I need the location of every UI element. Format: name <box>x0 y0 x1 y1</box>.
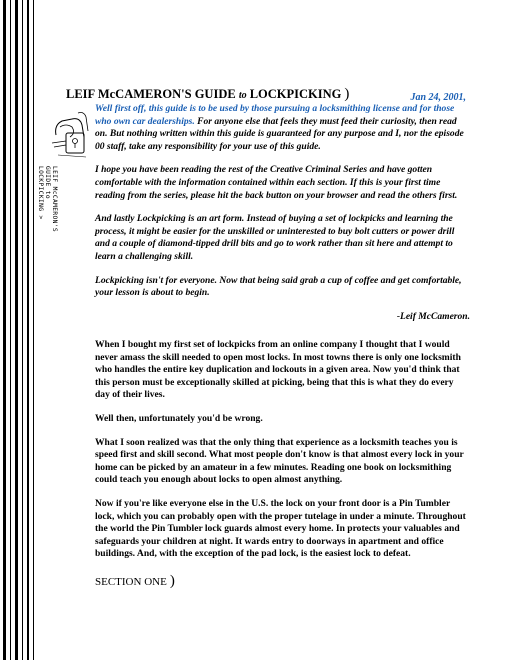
intro-rest-text: For anyone else that feels they must feed their curiosity, then read on. But nothing written within this guide is guaranteed for any purpose and I, nor the episode 00 staff, take any responsibility for your use of this guide. <box>95 115 464 152</box>
lockpick-sketch-icon <box>50 107 92 167</box>
section-paren: ) <box>169 573 175 589</box>
intro-paragraph-1 <box>95 103 470 153</box>
section-label: SECTION ONE <box>95 576 167 588</box>
title-to: to <box>238 90 247 101</box>
signature: -Leif McCameron. <box>396 310 470 322</box>
intro-paragraph-3: And lastly Lockpicking is an art form. Instead of buying a set of lockpicks and learning the process, it might be easier for the unskilled or uninterested to buy bolt cutters or power drill and a couple of diamond-tipped drill bits and go to work rather than sit here and attempt to learn a challenging skill. <box>95 213 455 262</box>
body-paragraph: What I soon realized was that the only thing that experience as a locksmith teaches you is speed first and skill second. What most people don't know is that almost every lock in your home can be picked by an amateur in a few minutes. Reading one book on locksmithing could teach you enough about locks to open almost anything. <box>95 436 464 486</box>
sidebar-line-1: LEIF McCAMERON'S <box>51 166 58 233</box>
intro-section <box>95 103 470 323</box>
title-end: LOCKPICKING <box>249 87 342 101</box>
intro-blue-text: Well first off, this guide is to be used by those pursuing a locksmithing license and for those who own car dealerships. <box>95 103 455 127</box>
intro-paragraph-4: Lockpicking isn't for everyone. Now that being said grab a cup of coffee and get comfortable, your lesson is about to begin. <box>95 274 462 299</box>
sidebar-line-3: LOCKPICKING > <box>37 166 44 220</box>
sidebar-line-2: GUIDE to <box>44 166 51 200</box>
sidebar-vertical-title <box>37 166 102 262</box>
title-main: LEIF McCAMERON'S GUIDE <box>66 87 236 101</box>
body-paragraph: When I bought my first set of lockpicks from an online company I thought that I would never amass the skill needed to open most locks. In most towns there is only one locksmith who handles the entire key duplication and lockouts in a given area. Now you'd think that this person must be exceptionally skilled at picking, being that this is what they do every day of their lives. <box>95 339 461 401</box>
body-paragraph: Well then, unfortunately you'd be wrong. <box>95 412 263 424</box>
page-title <box>66 86 349 103</box>
intro-paragraph-2: I hope you have been reading the rest of the Creative Criminal Series and have gotten comfortable with the information contained within each section. If this is your first time reading from the series, please hit the back button on your browser and read the others first. <box>95 164 458 201</box>
title-paren: ) <box>344 86 350 102</box>
body-section <box>95 339 470 572</box>
section-heading <box>95 573 175 590</box>
date: Jan 24, 2001, <box>410 92 466 103</box>
body-paragraph: Now if you're like everyone else in the U.S. the lock on your front door is a Pin Tumbler lock, which you can probably open with the proper tutelage in under a minute. Throughout the world the Pin Tumbler lock guards almost every home. In protects your valuables and safeguards your children at night. It wards entry to doorways in apartment and office buildings. And, with the exception of the pad lock, is the easiest lock to defeat. <box>95 497 466 560</box>
margin-lines <box>0 0 40 660</box>
